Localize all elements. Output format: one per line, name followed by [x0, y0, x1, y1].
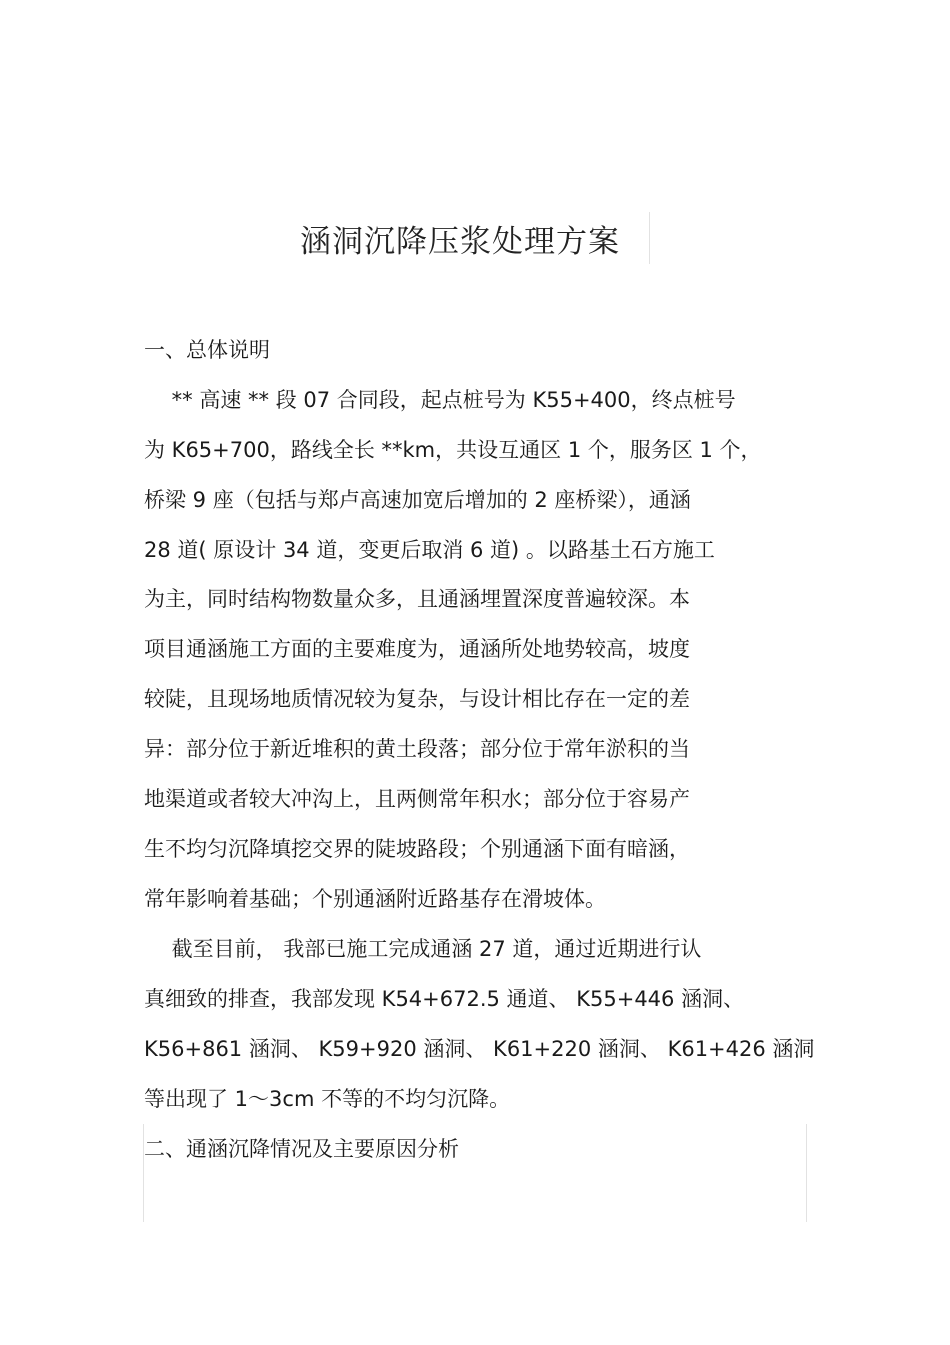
paragraph-line: 较陡，且现场地质情况较为复杂，与设计相比存在一定的差 [144, 687, 690, 711]
section-heading-1: 一、总体说明 [144, 338, 270, 362]
paragraph-line: 等出现了 1～3cm 不等的不均匀沉降。 [144, 1087, 511, 1111]
paragraph-line: 截至目前， 我部已施工完成通涵 27 道，通过近期进行认 [144, 937, 702, 961]
table-right-border [806, 1124, 807, 1222]
paragraph-line: 桥梁 9 座（包括与郑卢高速加宽后增加的 2 座桥梁），通涵 [144, 488, 691, 512]
paragraph-line: 为主，同时结构物数量众多，且通涵埋置深度普遍较深。本 [144, 587, 690, 611]
table-left-border [143, 1124, 144, 1222]
document-title: 涵洞沉降压浆处理方案 [300, 224, 620, 260]
paragraph-line: K56+861 涵洞、 K59+920 涵洞、 K61+220 涵洞、 K61+426 涵洞 [144, 1037, 815, 1061]
paragraph-line: 生不均匀沉降填挖交界的陡坡路段；个别通涵下面有暗涵， [144, 837, 690, 861]
section-heading-2: 二、通涵沉降情况及主要原因分析 [144, 1137, 459, 1161]
paragraph-line: 真细致的排查，我部发现 K54+672.5 通道、 K55+446 涵洞、 [144, 987, 745, 1011]
paragraph-line: 异：部分位于新近堆积的黄土段落；部分位于常年淤积的当 [144, 737, 690, 761]
paragraph-line: 地渠道或者较大冲沟上，且两侧常年积水；部分位于容易产 [144, 787, 690, 811]
paragraph-line: 项目通涵施工方面的主要难度为，通涵所处地势较高，坡度 [144, 637, 690, 661]
paragraph-line: 为 K65+700，路线全长 **km，共设互通区 1 个，服务区 1 个， [144, 438, 762, 462]
paragraph-line: ** 高速 ** 段 07 合同段，起点桩号为 K55+400，终点桩号 [144, 388, 736, 412]
paragraph-line: 常年影响着基础；个别通涵附近路基存在滑坡体。 [144, 887, 606, 911]
paragraph-line: 28 道( 原设计 34 道，变更后取消 6 道) 。以路基土石方施工 [144, 538, 715, 562]
